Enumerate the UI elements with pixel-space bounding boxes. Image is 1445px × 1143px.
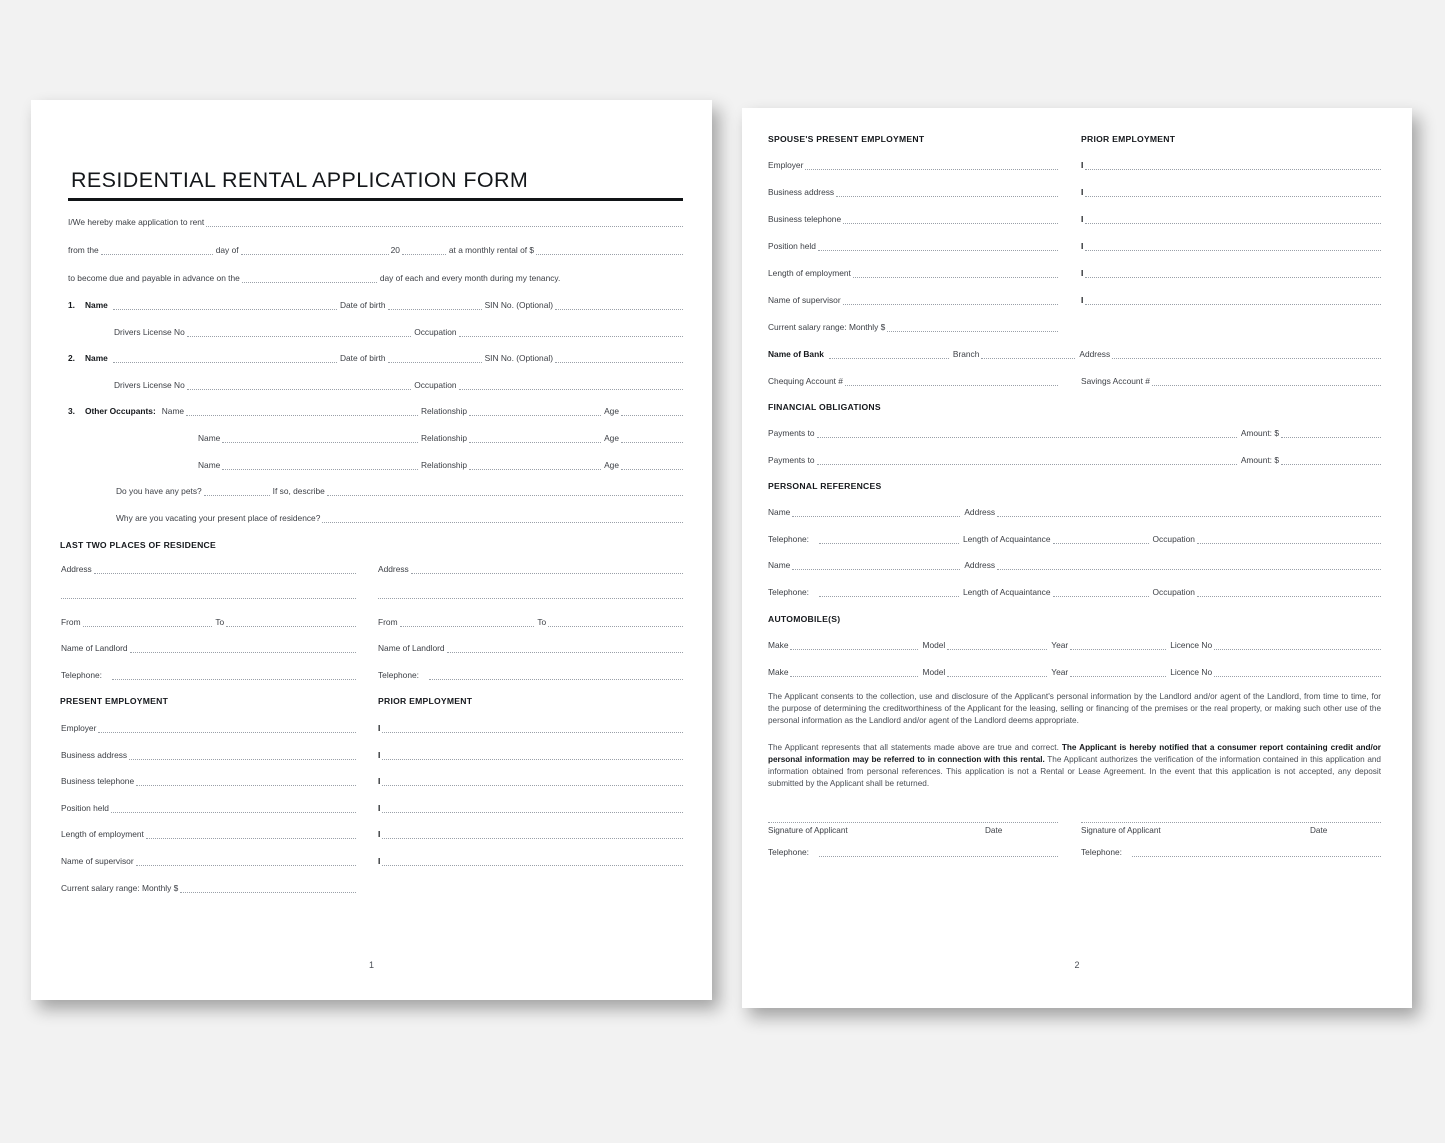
- intro-due-row: [68, 274, 683, 283]
- present-salary-row: [61, 884, 356, 893]
- spouse-supervisor-row: [768, 296, 1058, 305]
- spouse-prior-position-field[interactable]: [1085, 243, 1381, 251]
- automobile-1-model-field[interactable]: [947, 642, 1047, 650]
- applicant-2-sin-label: SIN No. (Optional): [484, 353, 553, 363]
- reference-2-contact-row: [768, 588, 1381, 597]
- spouse-prior-business-telephone-stub: I: [1081, 214, 1084, 224]
- spouse-salary-field[interactable]: [887, 324, 1058, 332]
- pets-row: [68, 487, 683, 496]
- present-employer-label: Employer: [61, 723, 97, 733]
- spouse-prior-supervisor-row: [1081, 296, 1381, 305]
- automobile-2-year-label: Year: [1051, 667, 1069, 677]
- prior-business-telephone-stub: I: [378, 776, 381, 786]
- spouse-business-telephone-field[interactable]: [843, 216, 1058, 224]
- present-position-field[interactable]: [111, 805, 356, 813]
- present-position-row: [61, 804, 356, 813]
- prior-business-address-stub: I: [378, 750, 381, 760]
- residence-1-from-field[interactable]: [83, 619, 213, 627]
- automobile-2-make-field[interactable]: [790, 669, 918, 677]
- occupant-1-relationship-field[interactable]: [469, 408, 601, 416]
- occupant-1-name-field[interactable]: [186, 408, 418, 416]
- automobile-2-year-field[interactable]: [1070, 669, 1166, 677]
- form-page-1: [31, 100, 712, 1000]
- spouse-salary-label: Current salary range: Monthly $: [768, 322, 886, 332]
- residence-1-address-field-2[interactable]: [61, 591, 356, 599]
- residence-1-dates-row: [61, 618, 356, 627]
- automobile-row-2: [768, 668, 1381, 677]
- automobile-2-model-field[interactable]: [947, 669, 1047, 677]
- applicant-2-occupation-label: Occupation: [414, 380, 457, 390]
- residence-1-address-field[interactable]: [94, 566, 356, 574]
- payments-2-field[interactable]: [817, 457, 1237, 465]
- residence-2-to-field[interactable]: [548, 619, 683, 627]
- intro-from-label: from the: [68, 245, 99, 255]
- financial-obligations-heading: FINANCIAL OBLIGATIONS: [768, 402, 881, 412]
- spouse-prior-business-address-row: [1081, 188, 1381, 197]
- present-supervisor-row: [61, 857, 356, 866]
- reference-1-acquaintance-field[interactable]: [1053, 536, 1149, 544]
- bank-name-field[interactable]: [829, 351, 949, 359]
- applicant-2-dob-label: Date of birth: [339, 353, 386, 363]
- reference-1-address-label: Address: [964, 507, 996, 517]
- spouse-business-address-field[interactable]: [836, 189, 1058, 197]
- occupant-1-relationship-label: Relationship: [421, 406, 468, 416]
- residence-1-telephone-row: [61, 671, 356, 680]
- payments-2-label: Payments to: [768, 455, 815, 465]
- signature-2-date-caption: Date: [1310, 826, 1328, 835]
- prior-supervisor-field[interactable]: [382, 858, 683, 866]
- applicant-1-sin-field[interactable]: [555, 302, 683, 310]
- prior-business-telephone-field[interactable]: [382, 778, 683, 786]
- other-occupants-number: 3.: [68, 406, 75, 416]
- prior-length-stub: I: [378, 829, 381, 839]
- page-title: RESIDENTIAL RENTAL APPLICATION FORM: [71, 168, 529, 192]
- reference-2-telephone-field[interactable]: [819, 589, 959, 597]
- intro-day-field[interactable]: [101, 247, 213, 255]
- prior-employer-field[interactable]: [382, 725, 683, 733]
- present-employer-field[interactable]: [98, 725, 356, 733]
- intro-rent-label: I/We hereby make application to rent: [68, 217, 205, 227]
- spouse-prior-employer-field[interactable]: [1085, 162, 1381, 170]
- spouse-prior-length-field[interactable]: [1085, 270, 1381, 278]
- applicant-1-sin-label: SIN No. (Optional): [484, 300, 553, 310]
- applicant-2-sin-field[interactable]: [555, 355, 683, 363]
- residence-1-telephone-label: Telephone:: [61, 670, 102, 680]
- occupant-3-name-field[interactable]: [222, 462, 418, 470]
- spouse-supervisor-label: Name of supervisor: [768, 295, 841, 305]
- form-page-2: [742, 108, 1412, 1008]
- bank-row: [768, 350, 1381, 359]
- automobile-2-model-label: Model: [922, 667, 946, 677]
- present-employment-heading: PRESENT EMPLOYMENT: [60, 696, 169, 706]
- intro-month-field[interactable]: [241, 247, 389, 255]
- residence-2-landlord-label: Name of Landlord: [378, 643, 445, 653]
- present-business-address-label: Business address: [61, 750, 128, 760]
- vacating-field[interactable]: [322, 515, 683, 523]
- occupant-1-age-field[interactable]: [621, 408, 683, 416]
- prior-position-stub: I: [378, 803, 381, 813]
- title-divider: [68, 198, 683, 201]
- occupant-3-relationship-label: Relationship: [421, 460, 468, 470]
- residence-1-address-row-2: [61, 591, 356, 599]
- intro-due-field[interactable]: [242, 275, 377, 283]
- present-length-field[interactable]: [146, 831, 356, 839]
- vacating-label: Why are you vacating your present place of residence?: [116, 513, 321, 523]
- savings-label: Savings Account #: [1081, 376, 1150, 386]
- occupant-3-age-field[interactable]: [621, 462, 683, 470]
- applicant-2-dl-field[interactable]: [187, 382, 411, 390]
- applicant-1-dob-label: Date of birth: [339, 300, 386, 310]
- residence-2-landlord-field[interactable]: [447, 645, 683, 653]
- spouse-prior-business-address-field[interactable]: [1085, 189, 1381, 197]
- bank-address-field[interactable]: [1112, 351, 1381, 359]
- signature-1-telephone-field[interactable]: [819, 849, 1058, 857]
- consent-paragraph: The Applicant consents to the collection, use and disclosure of the Applicant's personal information by the Landlord and/or agent of the Landlord, from time to time, for the purpose of determining the creditworthiness of the Applicant for the leasing, selling or financing of the premises or the real property, or making such other use of the personal information as the Landlord and/or agent of the Landlord deems appropriate.: [768, 692, 1381, 726]
- occupant-3-age-label: Age: [604, 460, 619, 470]
- reference-2-acquaintance-field[interactable]: [1053, 589, 1149, 597]
- applicant-1-name-label: Name: [85, 300, 108, 310]
- spouse-employer-field[interactable]: [805, 162, 1058, 170]
- applicant-1-license-row: [68, 328, 683, 337]
- payments-2-amount-field[interactable]: [1281, 457, 1381, 465]
- applicant-2-name-label: Name: [85, 353, 108, 363]
- prior-business-address-row: [378, 751, 683, 760]
- residence-2-telephone-field[interactable]: [429, 672, 683, 680]
- present-supervisor-field[interactable]: [136, 858, 356, 866]
- personal-references-heading: PERSONAL REFERENCES: [768, 481, 882, 491]
- reference-1-acquaintance-label: Length of Acquaintance: [962, 534, 1051, 544]
- automobile-1-model-label: Model: [922, 640, 946, 650]
- automobile-1-year-label: Year: [1051, 640, 1069, 650]
- reference-1-telephone-label: Telephone:: [768, 534, 809, 544]
- applicant-1-dob-field[interactable]: [388, 302, 482, 310]
- spouse-length-row: [768, 269, 1058, 278]
- applicant-1-occupation-label: Occupation: [414, 327, 457, 337]
- payments-row-1: [768, 429, 1381, 438]
- residence-2-address-row-2: [378, 591, 683, 599]
- spouse-supervisor-field[interactable]: [843, 297, 1058, 305]
- chequing-row: [768, 377, 1058, 386]
- residence-1-landlord-row: [61, 644, 356, 653]
- pets-describe-field[interactable]: [327, 488, 683, 496]
- spouse-prior-employer-stub: I: [1081, 160, 1084, 170]
- residence-2-landlord-row: [378, 644, 683, 653]
- residence-2-from-field[interactable]: [400, 619, 535, 627]
- applicant-1-number: 1.: [68, 300, 75, 310]
- pets-describe-label: If so, describe: [272, 486, 325, 496]
- pets-label: Do you have any pets?: [116, 486, 202, 496]
- automobile-2-make-label: Make: [768, 667, 789, 677]
- occupant-2-relationship-label: Relationship: [421, 433, 468, 443]
- intro-from-row: [68, 246, 683, 255]
- residence-1-address-label: Address: [61, 564, 92, 574]
- prior-business-telephone-row: [378, 777, 683, 786]
- savings-row: [1081, 377, 1381, 386]
- signature-2-caption: Signature of Applicant: [1081, 826, 1161, 835]
- payments-1-amount-field[interactable]: [1281, 430, 1381, 438]
- present-length-label: Length of employment: [61, 829, 144, 839]
- automobile-1-make-label: Make: [768, 640, 789, 650]
- residence-2-address-field-2[interactable]: [378, 591, 683, 599]
- bank-address-label: Address: [1079, 349, 1111, 359]
- spouse-length-label: Length of employment: [768, 268, 851, 278]
- consumer-report-notice: The Applicant is hereby notified that a consumer report containing credit and/or personal information may be referred to in connection with this rental.: [768, 743, 1381, 765]
- spouse-length-field[interactable]: [853, 270, 1058, 278]
- reference-1-occupation-field[interactable]: [1197, 536, 1381, 544]
- automobile-1-make-field[interactable]: [790, 642, 918, 650]
- residence-2-address-row: [378, 565, 683, 574]
- other-occupants-label: Other Occupants:: [85, 406, 156, 416]
- prior-length-field[interactable]: [382, 831, 683, 839]
- automobile-2-licence-label: Licence No: [1170, 667, 1213, 677]
- bank-name-label: Name of Bank: [768, 349, 824, 359]
- reference-1-telephone-field[interactable]: [819, 536, 959, 544]
- reference-2-address-field[interactable]: [997, 562, 1381, 570]
- residence-1-telephone-field[interactable]: [112, 672, 356, 680]
- spouse-business-telephone-label: Business telephone: [768, 214, 842, 224]
- residence-1-landlord-label: Name of Landlord: [61, 643, 128, 653]
- reference-1-occupation-label: Occupation: [1152, 534, 1195, 544]
- automobile-2-licence-field[interactable]: [1214, 669, 1381, 677]
- spouse-position-field[interactable]: [818, 243, 1058, 251]
- payments-2-amount-label: Amount: $: [1240, 455, 1279, 465]
- other-occupants-row-3: [68, 461, 683, 470]
- residence-2-telephone-row: [378, 671, 683, 680]
- residence-1-to-label: To: [215, 617, 225, 627]
- reference-1-name-label: Name: [768, 507, 791, 517]
- applicant-2-license-row: [68, 381, 683, 390]
- present-business-telephone-field[interactable]: [136, 778, 356, 786]
- prior-position-field[interactable]: [382, 805, 683, 813]
- automobile-row-1: [768, 641, 1381, 650]
- vacating-row: [68, 514, 683, 523]
- occupant-2-age-label: Age: [604, 433, 619, 443]
- prior-length-row: [378, 830, 683, 839]
- other-occupants-row-1: [68, 407, 683, 416]
- present-position-label: Position held: [61, 803, 109, 813]
- payments-1-field[interactable]: [817, 430, 1237, 438]
- prior-supervisor-row: [378, 857, 683, 866]
- spouse-position-row: [768, 242, 1058, 251]
- page2-prior-employment-heading: PRIOR EMPLOYMENT: [1081, 134, 1176, 144]
- occupant-2-age-field[interactable]: [621, 435, 683, 443]
- spouse-prior-business-address-stub: I: [1081, 187, 1084, 197]
- intro-rental-label: at a monthly rental of $: [448, 245, 535, 255]
- present-length-row: [61, 830, 356, 839]
- applicant-2-occupation-field[interactable]: [459, 382, 683, 390]
- residence-2-address-label: Address: [378, 564, 409, 574]
- applicant-2-number: 2.: [68, 353, 75, 363]
- occupant-2-name-label: Name: [198, 433, 221, 443]
- intro-due-tail: day of each and every month during my tenancy.: [379, 273, 561, 283]
- applicant-1-dl-label: Drivers License No: [114, 327, 185, 337]
- reference-2-name-row: [768, 561, 1381, 570]
- representation-part-1: The Applicant represents that all statements made above are true and correct.: [768, 743, 1062, 752]
- automobile-1-year-field[interactable]: [1070, 642, 1166, 650]
- applicant-2-name-field[interactable]: [113, 355, 337, 363]
- spouse-prior-employer-row: [1081, 161, 1381, 170]
- signature-line-2[interactable]: [1081, 822, 1381, 823]
- page-2-number: 2: [1074, 960, 1080, 970]
- spouse-prior-position-stub: I: [1081, 241, 1084, 251]
- reference-2-name-field[interactable]: [792, 562, 960, 570]
- occupant-2-relationship-field[interactable]: [469, 435, 601, 443]
- spouse-prior-business-telephone-field[interactable]: [1085, 216, 1381, 224]
- spouse-employer-row: [768, 161, 1058, 170]
- present-employer-row: [61, 724, 356, 733]
- signature-2-telephone-label: Telephone:: [1081, 847, 1122, 857]
- signature-1-date-caption: Date: [985, 826, 1003, 835]
- bank-branch-field[interactable]: [981, 351, 1075, 359]
- intro-year-label: 20: [390, 245, 400, 255]
- applicant-1-occupation-field[interactable]: [459, 329, 683, 337]
- prior-supervisor-stub: I: [378, 856, 381, 866]
- signature-1-caption: Signature of Applicant: [768, 826, 848, 835]
- reference-2-occupation-label: Occupation: [1152, 587, 1195, 597]
- present-salary-label: Current salary range: Monthly $: [61, 883, 179, 893]
- bank-branch-label: Branch: [952, 349, 980, 359]
- present-business-address-row: [61, 751, 356, 760]
- spouse-position-label: Position held: [768, 241, 816, 251]
- spouse-present-employment-heading: SPOUSE'S PRESENT EMPLOYMENT: [768, 134, 925, 144]
- spouse-employer-label: Employer: [768, 160, 804, 170]
- payments-row-2: [768, 456, 1381, 465]
- occupant-3-name-label: Name: [198, 460, 221, 470]
- reference-1-address-field[interactable]: [997, 509, 1381, 517]
- residence-1-address-row: [61, 565, 356, 574]
- intro-dayof-label: day of: [215, 245, 239, 255]
- spouse-prior-business-telephone-row: [1081, 215, 1381, 224]
- prior-position-row: [378, 804, 683, 813]
- signature-2-telephone-row: [1081, 848, 1381, 857]
- prior-employer-stub: I: [378, 723, 381, 733]
- automobile-1-licence-field[interactable]: [1214, 642, 1381, 650]
- residence-2-address-field[interactable]: [411, 566, 683, 574]
- spouse-business-address-label: Business address: [768, 187, 835, 197]
- applicant-2-dl-label: Drivers License No: [114, 380, 185, 390]
- residence-2-dates-row: [378, 618, 683, 627]
- chequing-label: Chequing Account #: [768, 376, 843, 386]
- savings-field[interactable]: [1152, 378, 1381, 386]
- reference-1-contact-row: [768, 535, 1381, 544]
- signature-2-telephone-field[interactable]: [1132, 849, 1381, 857]
- applicant-1-dl-field[interactable]: [187, 329, 411, 337]
- chequing-field[interactable]: [845, 378, 1058, 386]
- intro-rent-field[interactable]: [206, 219, 683, 227]
- signature-1-telephone-label: Telephone:: [768, 847, 809, 857]
- residence-1-to-field[interactable]: [226, 619, 356, 627]
- residence-1-landlord-field[interactable]: [130, 645, 356, 653]
- intro-due-label: to become due and payable in advance on the: [68, 273, 240, 283]
- present-business-address-field[interactable]: [129, 752, 356, 760]
- occupant-2-name-field[interactable]: [222, 435, 418, 443]
- intro-amount-field[interactable]: [536, 247, 683, 255]
- page-1-number: 1: [368, 960, 374, 970]
- representation-part-2: The Applicant authorizes the verification of the information contained in this application and information obtained from personal references. This application is not a Rental or Lease Agreement. In the event that this application is not accepted, any deposit submitted by the Applicant shall be returned.: [768, 755, 1381, 789]
- applicant-2-dob-field[interactable]: [388, 355, 482, 363]
- residence-2-telephone-label: Telephone:: [378, 670, 419, 680]
- spouse-prior-supervisor-stub: I: [1081, 295, 1084, 305]
- reference-2-address-label: Address: [964, 560, 996, 570]
- present-salary-field[interactable]: [180, 885, 356, 893]
- reference-2-acquaintance-label: Length of Acquaintance: [962, 587, 1051, 597]
- present-business-telephone-label: Business telephone: [61, 776, 135, 786]
- occupant-3-relationship-field[interactable]: [469, 462, 601, 470]
- present-business-telephone-row: [61, 777, 356, 786]
- automobiles-heading: AUTOMOBILE(S): [768, 614, 841, 624]
- occupant-1-age-label: Age: [604, 406, 619, 416]
- intro-rent-row: [68, 218, 683, 227]
- applicant-1-name-row: [68, 301, 683, 310]
- spouse-business-telephone-row: [768, 215, 1058, 224]
- payments-1-label: Payments to: [768, 428, 815, 438]
- residence-2-to-label: To: [537, 617, 547, 627]
- payments-1-amount-label: Amount: $: [1240, 428, 1279, 438]
- pets-field[interactable]: [204, 488, 270, 496]
- reference-1-name-field[interactable]: [792, 509, 960, 517]
- automobile-1-licence-label: Licence No: [1170, 640, 1213, 650]
- residence-heading: LAST TWO PLACES OF RESIDENCE: [60, 540, 216, 550]
- reference-2-name-label: Name: [768, 560, 791, 570]
- signature-1-telephone-row: [768, 848, 1058, 857]
- applicant-2-name-row: [68, 354, 683, 363]
- prior-business-address-field[interactable]: [382, 752, 683, 760]
- present-supervisor-label: Name of supervisor: [61, 856, 134, 866]
- spouse-prior-length-row: [1081, 269, 1381, 278]
- residence-1-from-label: From: [61, 617, 81, 627]
- representation-paragraph: [768, 742, 1381, 791]
- applicant-1-name-field[interactable]: [113, 302, 337, 310]
- intro-year-field[interactable]: [402, 247, 446, 255]
- spouse-business-address-row: [768, 188, 1058, 197]
- spouse-prior-supervisor-field[interactable]: [1085, 297, 1381, 305]
- spouse-prior-position-row: [1081, 242, 1381, 251]
- residence-2-from-label: From: [378, 617, 398, 627]
- signature-line-1[interactable]: [768, 822, 1058, 823]
- spouse-prior-length-stub: I: [1081, 268, 1084, 278]
- prior-employment-heading: PRIOR EMPLOYMENT: [378, 696, 473, 706]
- reference-1-name-row: [768, 508, 1381, 517]
- spouse-salary-row: [768, 323, 1058, 332]
- reference-2-occupation-field[interactable]: [1197, 589, 1381, 597]
- prior-employer-row: [378, 724, 683, 733]
- other-occupants-row-2: [68, 434, 683, 443]
- reference-2-telephone-label: Telephone:: [768, 587, 809, 597]
- occupant-1-name-label: Name: [161, 406, 185, 416]
